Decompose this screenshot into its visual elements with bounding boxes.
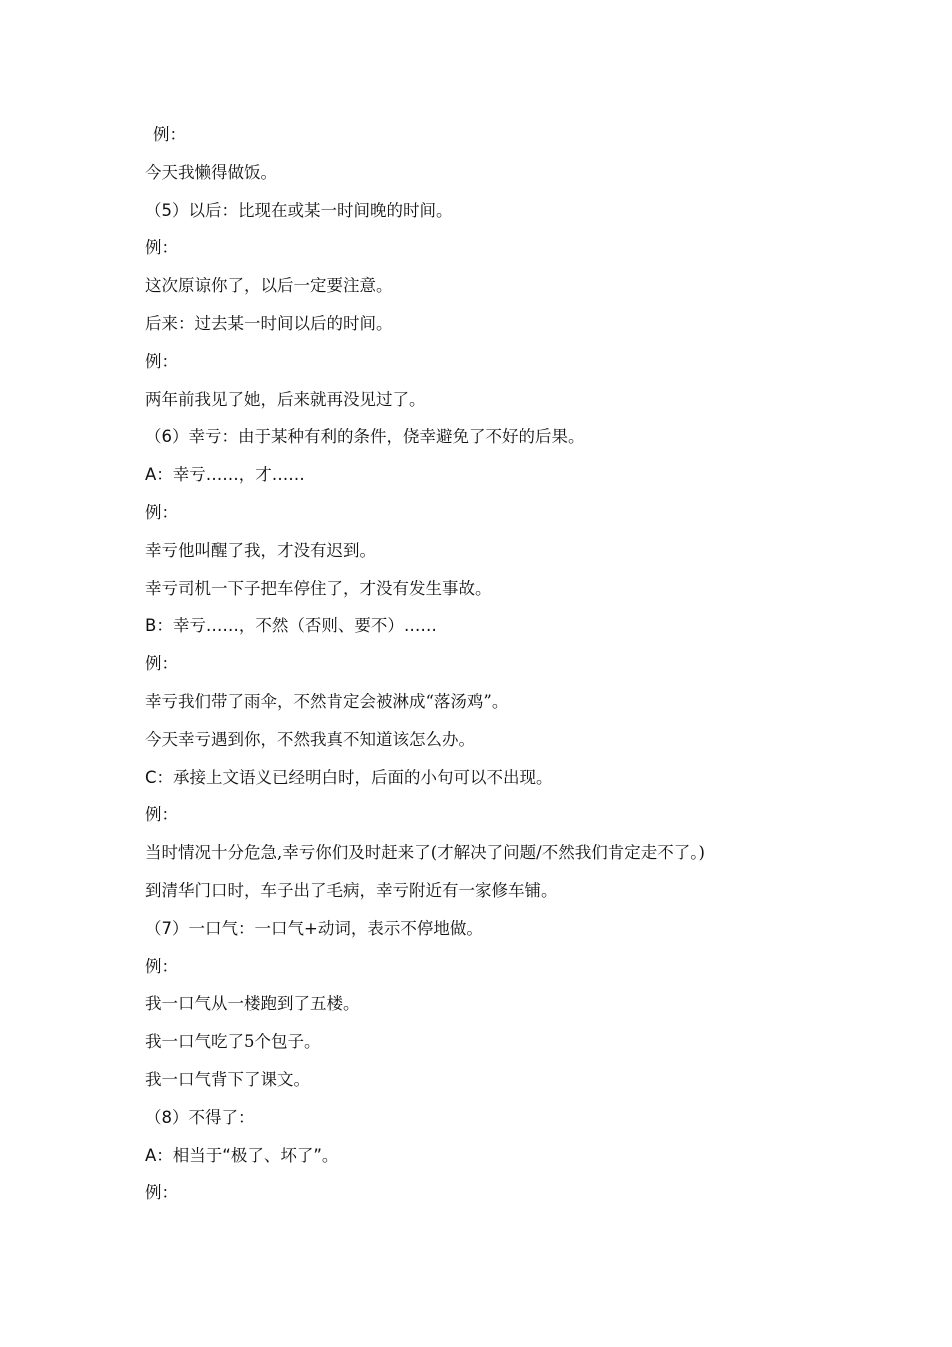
grammar-definition: 后来：过去某一时间以后的时间。	[145, 313, 393, 333]
grammar-heading: （6）幸亏：由于某种有利的条件，侥幸避免了不好的后果。	[145, 427, 585, 447]
grammar-heading: （8）不得了：	[145, 1107, 255, 1127]
example-label: 例：	[145, 502, 178, 522]
example-label: 例：	[145, 654, 178, 674]
example-sentence: 幸亏司机一下子把车停住了，才没有发生事故。	[145, 578, 492, 598]
grammar-heading: （5）以后：比现在或某一时间晚的时间。	[145, 200, 453, 220]
example-sentence: 幸亏他叫醒了我，才没有迟到。	[145, 540, 376, 560]
grammar-heading: （7）一口气：一口气+动词，表示不停地做。	[145, 918, 483, 938]
example-label: 例：	[145, 351, 178, 371]
example-sentence: 当时情况十分危急,幸亏你们及时赶来了(才解决了问题/不然我们肯定走不了。)	[145, 843, 705, 863]
example-sentence: 到清华门口时，车子出了毛病，幸亏附近有一家修车铺。	[145, 880, 558, 900]
example-label: 例：	[145, 805, 178, 825]
example-sentence: 这次原谅你了，以后一定要注意。	[145, 276, 393, 296]
example-sentence: 幸亏我们带了雨伞，不然肯定会被淋成“落汤鸡”。	[145, 691, 509, 711]
example-sentence: 今天幸亏遇到你，不然我真不知道该怎么办。	[145, 729, 475, 749]
grammar-pattern: A：相当于“极了、坏了”。	[145, 1145, 339, 1165]
example-label: 例：	[145, 238, 178, 258]
example-sentence: 两年前我见了她，后来就再没见过了。	[145, 389, 426, 409]
example-sentence: 我一口气吃了5个包子。	[145, 1032, 321, 1052]
grammar-pattern: B：幸亏……，不然（否则、要不）……	[145, 616, 437, 636]
document-body	[145, 116, 845, 1212]
example-label: 例：	[153, 125, 186, 144]
example-sentence: 我一口气背下了课文。	[145, 1069, 310, 1089]
example-sentence: 今天我懒得做饭。	[145, 162, 277, 182]
grammar-pattern: A：幸亏……，才……	[145, 465, 305, 485]
example-label: 例：	[145, 1183, 178, 1203]
example-label: 例：	[145, 956, 178, 976]
grammar-pattern: C：承接上文语义已经明白时，后面的小句可以不出现。	[145, 767, 553, 787]
example-sentence: 我一口气从一楼跑到了五楼。	[145, 994, 360, 1014]
